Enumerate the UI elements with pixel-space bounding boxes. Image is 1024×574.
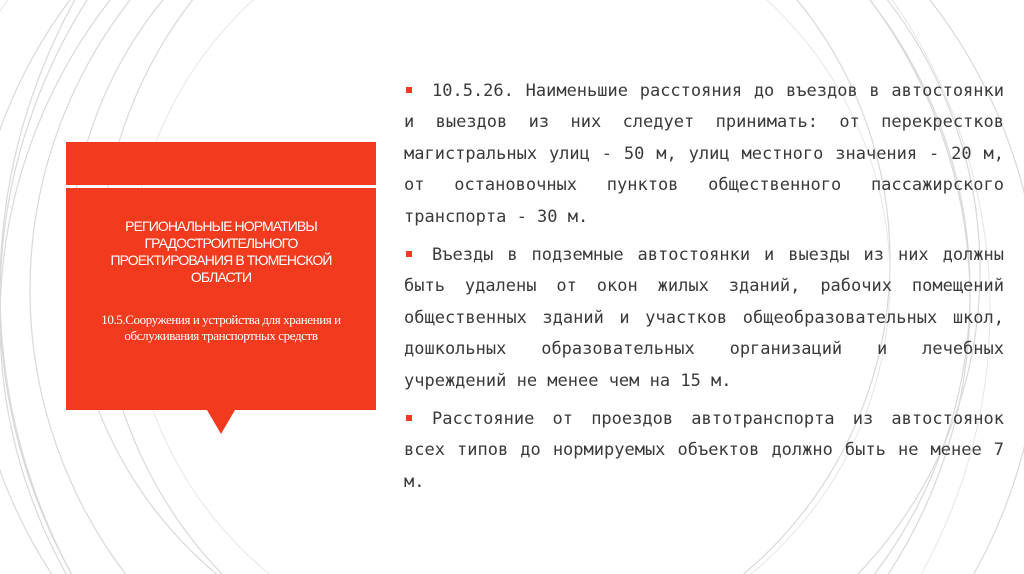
bullet-text: Въезды в подземные автостоянки и выезды из них должны быть удалены от окон жилых зданий, рабочих помещений общественных зданий и участков общеобразовательных школ, дошкольных образовательных организаций и лечебных учреждений не менее чем на 15 м.	[404, 245, 1004, 391]
bullet-marker	[406, 251, 412, 257]
bullet-item	[404, 404, 1004, 498]
panel-pointer	[207, 410, 235, 434]
bullet-item	[404, 240, 1004, 397]
panel-title: РЕГИОНАЛЬНЫЕ НОРМАТИВЫ ГРАДОСТРОИТЕЛЬНОГО ПРОЕКТИРОВАНИЯ В ТЮМЕНСКОЙ ОБЛАСТИ	[110, 218, 332, 285]
title-panel	[66, 188, 376, 410]
decorative-stripe	[66, 142, 376, 185]
panel-subtitle: 10.5.Сооружения и устройства для хранения и обслуживания транспортных средств	[101, 312, 341, 343]
bullet-item	[404, 76, 1004, 233]
bullet-marker	[406, 415, 412, 421]
bullet-text: Расстояние от проездов автотранспорта из автостоянок всех типов до нормируемых объектов должно быть не менее 7 м.	[404, 409, 1004, 492]
bullet-list	[404, 76, 1004, 505]
bullet-marker	[406, 87, 412, 93]
bullet-text: 10.5.26. Наименьшие расстояния до въездов в автостоянки и выездов из них следует принимать: от перекрестков магистральных улиц - 50 м, улиц местного значения - 20 м, от остановочных пунктов общественного пассажирского транспорта - 30 м.	[404, 81, 1004, 227]
